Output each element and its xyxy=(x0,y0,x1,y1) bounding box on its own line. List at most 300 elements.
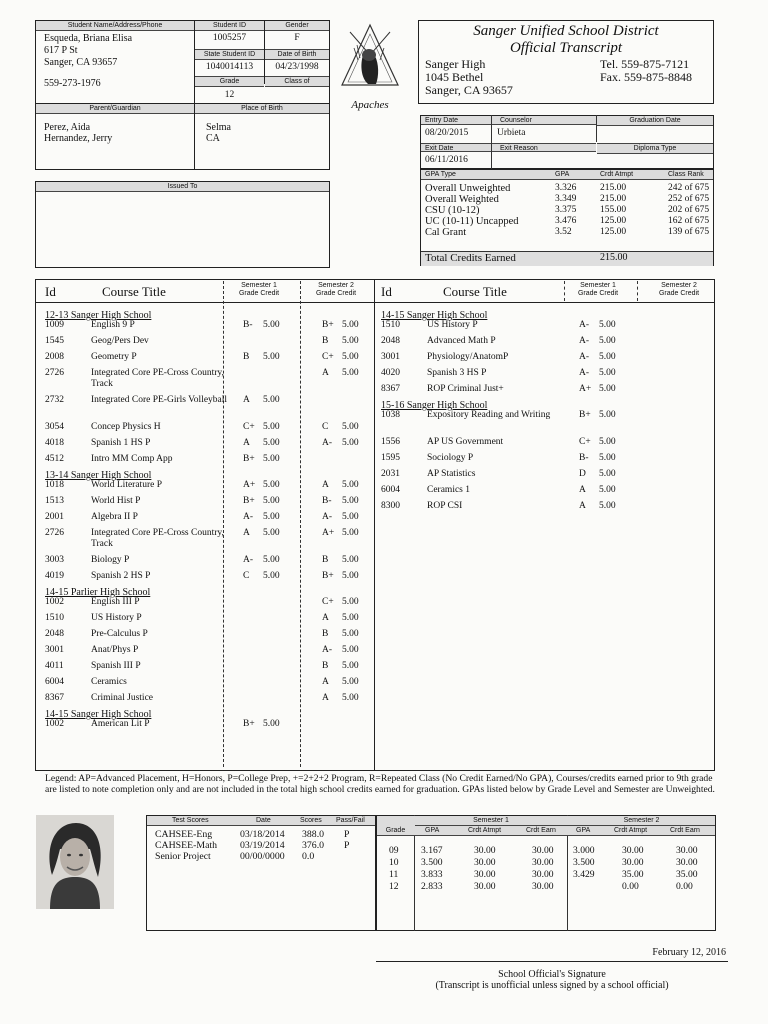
course-id: 2732 xyxy=(45,395,64,405)
course-id: 2048 xyxy=(381,336,400,346)
course-id: 8367 xyxy=(381,384,400,394)
sem2-credit: 5.00 xyxy=(342,368,359,378)
s2-atmpt-header: Crdt Atmpt xyxy=(614,827,648,834)
left-course-list xyxy=(45,310,370,760)
signature-label: School Official's Signature xyxy=(498,969,606,980)
grade-gpa-cell: 0.00 xyxy=(622,881,639,892)
grade-gpa-cell: 3.000 xyxy=(573,845,595,856)
course-title: World Hist P xyxy=(91,496,141,506)
sem2-grade: A xyxy=(322,613,329,623)
sem2-grade: B xyxy=(322,629,329,639)
sem2-credit: 5.00 xyxy=(342,352,359,362)
test-cell: P xyxy=(344,829,350,840)
school-name: Sanger High xyxy=(425,57,486,71)
school-heading: 14-15 Sanger High School xyxy=(45,709,152,720)
grade-gpa-cell: 12 xyxy=(389,881,399,892)
ssid-header: State Student ID xyxy=(195,49,264,60)
sem2-credit: 5.00 xyxy=(342,645,359,655)
sem2-credit: 5.00 xyxy=(342,480,359,490)
gpa-cell: 155.00 xyxy=(600,205,627,215)
course-title: Ceramics 1 xyxy=(427,485,471,495)
course-title: English III P xyxy=(91,597,140,607)
course-title: US History P xyxy=(91,613,142,623)
school-street: 1045 Bethel xyxy=(425,70,484,84)
sem1-grade: A xyxy=(579,485,586,495)
diploma-header: Diploma Type xyxy=(597,143,713,154)
left-id-header: Id xyxy=(45,284,56,299)
school-city: Sanger, CA 93657 xyxy=(425,83,513,97)
sem1-grade: A+ xyxy=(579,384,592,394)
parent-header: Parent/Guardian xyxy=(36,104,194,114)
pob2: CA xyxy=(206,133,220,144)
course-id: 8300 xyxy=(381,501,400,511)
course-title: Criminal Justice xyxy=(91,693,154,703)
sem1-credit: 5.00 xyxy=(599,485,616,495)
sem1-credit: 5.00 xyxy=(263,496,280,506)
district-title: Sanger Unified School District xyxy=(473,23,659,39)
test-cell: CAHSEE-Eng xyxy=(155,829,213,840)
sem1-credit: 5.00 xyxy=(263,352,280,362)
sem1-grade: C+ xyxy=(579,437,591,447)
course-table-center-line xyxy=(374,279,375,771)
course-title: Integrated Core PE-Cross Country, Track xyxy=(91,368,224,389)
course-id: 1510 xyxy=(45,613,64,623)
course-id: 2726 xyxy=(45,368,64,378)
test-cell: P xyxy=(344,840,350,851)
sem1-grade: A- xyxy=(243,555,254,565)
gpa-cell: Overall Weighted xyxy=(425,194,499,205)
sem1-grade: B+ xyxy=(243,454,255,464)
gpa-cell: 3.349 xyxy=(555,194,577,204)
grade-sem2-header: Semester 2 xyxy=(623,817,660,824)
course-id: 1513 xyxy=(45,496,64,506)
sem1-grade: B+ xyxy=(243,719,255,729)
test-cell: Senior Project xyxy=(155,851,211,862)
right-sem1-sub: Grade Credit xyxy=(577,290,619,297)
course-title: ROP Criminal Just+ xyxy=(427,384,504,394)
sem1-credit: 5.00 xyxy=(599,352,616,362)
grade-value: 12 xyxy=(224,90,235,100)
total-credits-value: 215.00 xyxy=(600,252,628,263)
course-title: Integrated Core PE-Girls Volleyball xyxy=(91,395,228,405)
course-id: 1002 xyxy=(45,719,64,729)
gpa-cell: 215.00 xyxy=(600,183,627,193)
exit-date-header: Exit Date xyxy=(421,143,491,152)
course-title: English 9 P xyxy=(91,320,135,330)
course-title: AP US Government xyxy=(427,437,504,447)
sem2-grade: A+ xyxy=(322,528,335,538)
gpa-cell: 125.00 xyxy=(600,216,627,226)
s2-gpa-header: GPA xyxy=(576,827,591,834)
sem1-grade: A- xyxy=(579,352,590,362)
course-title: Sociology P xyxy=(427,453,474,463)
course-title: Advanced Math P xyxy=(427,336,496,346)
course-title: Pre-Calculus P xyxy=(91,629,148,639)
grade-gpa-cell: 30.00 xyxy=(532,881,554,892)
grade-header: Grade xyxy=(195,76,264,87)
enroll-vline1 xyxy=(491,115,492,169)
grade-gpa-cell: 3.500 xyxy=(421,857,443,868)
course-id: 3001 xyxy=(45,645,64,655)
course-title: Geog/Pers Dev xyxy=(91,336,149,346)
sem2-credit: 5.00 xyxy=(342,422,359,432)
grade-gpa-cell: 30.00 xyxy=(474,857,496,868)
sem2-grade: B xyxy=(322,336,329,346)
sem2-credit: 5.00 xyxy=(342,496,359,506)
course-id: 6004 xyxy=(45,677,64,687)
entry-date-header: Entry Date xyxy=(421,116,491,125)
course-id: 3003 xyxy=(45,555,64,565)
course-id: 2726 xyxy=(45,528,64,538)
sem1-grade: A xyxy=(243,395,250,405)
sem2-grade: C+ xyxy=(322,352,334,362)
grade-gpa-cell: 30.00 xyxy=(474,845,496,856)
exit-reason-header: Exit Reason xyxy=(492,143,596,152)
sem1-credit: 5.00 xyxy=(263,454,280,464)
left-sem2-header xyxy=(305,282,367,298)
sem2-credit: 5.00 xyxy=(342,571,359,581)
grade-gpa-cell: 30.00 xyxy=(532,869,554,880)
gpa-rank-header: Class Rank xyxy=(668,171,704,178)
sem1-credit: 5.00 xyxy=(263,480,280,490)
course-id: 4512 xyxy=(45,454,64,464)
sem1-grade: A+ xyxy=(243,480,256,490)
sem2-grade: A- xyxy=(322,438,333,448)
transcript-title: Official Transcript xyxy=(509,40,623,56)
sem1-credit: 5.00 xyxy=(263,320,280,330)
course-id: 6004 xyxy=(381,485,400,495)
student-address2: Sanger, CA 93657 xyxy=(44,57,118,68)
course-id: 2048 xyxy=(45,629,64,639)
gpa-cell: 3.476 xyxy=(555,216,577,226)
sem2-credit: 5.00 xyxy=(342,320,359,330)
sem1-grade: A- xyxy=(243,512,254,522)
course-title: Intro MM Comp App xyxy=(91,454,173,464)
grade-gpa-cell: 30.00 xyxy=(622,845,644,856)
gpa-cell: 3.52 xyxy=(555,227,572,237)
school-tel: Tel. 559-875-7121 xyxy=(600,57,690,71)
sem1-credit: 5.00 xyxy=(599,368,616,378)
sem1-credit: 5.00 xyxy=(263,422,280,432)
sem2-grade: B- xyxy=(322,496,332,506)
grade-gpa-cell: 3.429 xyxy=(573,869,595,880)
right-course-list xyxy=(381,310,711,760)
test-cell: 03/19/2014 xyxy=(240,840,285,851)
right-sem1-header xyxy=(567,282,629,298)
sem2-credit: 5.00 xyxy=(342,613,359,623)
pob-header: Place of Birth xyxy=(195,104,329,114)
student-photo xyxy=(36,815,114,909)
right-sem2-label: Semester 2 xyxy=(661,282,697,289)
sem2-credit: 5.00 xyxy=(342,597,359,607)
sem2-grade: C xyxy=(322,422,329,432)
sem2-credit: 5.00 xyxy=(342,512,359,522)
s2-earn-header: Crdt Earn xyxy=(670,827,700,834)
grade-sem1-header: Semester 1 xyxy=(473,817,509,824)
sem1-grade: B- xyxy=(243,320,253,330)
right-sem1-label: Semester 1 xyxy=(580,282,616,289)
sem2-grade: A- xyxy=(322,512,333,522)
enroll-vline2 xyxy=(596,115,597,142)
grade-gpa-cell: 2.833 xyxy=(421,881,443,892)
gpa-value-header: GPA xyxy=(555,171,570,178)
course-title: Expository Reading and Writing xyxy=(427,410,551,420)
right-sem1-divider xyxy=(564,281,565,301)
gpa-credit-header: Crdt Atmpt xyxy=(600,171,634,178)
sem1-credit: 5.00 xyxy=(599,336,616,346)
signature-note: (Transcript is unofficial unless signed by a school official) xyxy=(435,980,669,991)
student-id-value: 1005257 xyxy=(212,33,247,43)
logo-text: Apaches xyxy=(351,99,389,111)
sem2-grade: A xyxy=(322,693,329,703)
course-id: 1595 xyxy=(381,453,400,463)
school-heading: 14-15 Sanger High School xyxy=(381,310,488,321)
gpa-type-header: GPA Type xyxy=(425,171,456,178)
course-id: 8367 xyxy=(45,693,64,703)
course-title: AP Statistics xyxy=(427,469,476,479)
counselor-name: Urbieta xyxy=(497,128,526,138)
exit-date: 06/11/2016 xyxy=(425,155,468,165)
school-heading: 13-14 Sanger High School xyxy=(45,470,152,481)
gpa-cell: 162 of 675 xyxy=(668,216,710,226)
test-cell: 00/00/0000 xyxy=(240,851,285,862)
right-sem2-sub: Grade Credit xyxy=(658,290,700,297)
sem1-credit: 5.00 xyxy=(599,384,616,394)
student-name: Esqueda, Briana Elisa xyxy=(44,33,133,44)
gender-header: Gender xyxy=(265,21,329,31)
course-id: 4011 xyxy=(45,661,64,671)
sem2-grade: B+ xyxy=(322,571,334,581)
sem2-grade: C+ xyxy=(322,597,334,607)
grade-gpa-cell: 10 xyxy=(389,857,399,868)
course-title: Ceramics xyxy=(91,677,127,687)
test-score-header: Scores xyxy=(300,817,322,824)
course-title: Spanish III P xyxy=(91,661,141,671)
test-date-header: Date xyxy=(256,817,271,824)
dob-value: 04/23/1998 xyxy=(275,62,319,72)
sem2-credit: 5.00 xyxy=(342,528,359,538)
class-of-header: Class of xyxy=(265,76,329,87)
left-sem1-sub: Grade Credit xyxy=(238,290,280,297)
sem2-credit: 5.00 xyxy=(342,677,359,687)
sem2-credit: 5.00 xyxy=(342,693,359,703)
right-sem2-header xyxy=(648,282,710,298)
sem1-credit: 5.00 xyxy=(599,437,616,447)
sem1-grade: A xyxy=(579,501,586,511)
grade-gpa-cell: 30.00 xyxy=(622,857,644,868)
sem1-grade: A- xyxy=(579,336,590,346)
signature-date: February 12, 2016 xyxy=(652,947,726,958)
sem1-credit: 5.00 xyxy=(599,469,616,479)
course-title: Physiology/AnatomP xyxy=(427,352,509,362)
issued-to-box xyxy=(35,181,330,268)
test-cell: 376.0 xyxy=(302,840,325,851)
sem2-grade: A xyxy=(322,368,329,378)
gpa-cell: CSU (10-12) xyxy=(425,205,480,216)
sem1-credit: 5.00 xyxy=(263,528,280,538)
grade-col-header: Grade xyxy=(385,827,406,834)
course-id: 1018 xyxy=(45,480,64,490)
course-id: 3054 xyxy=(45,422,64,432)
school-heading: 14-15 Parlier High School xyxy=(45,587,151,598)
student-id-header: Student ID xyxy=(195,21,264,31)
gpa-cell: 252 of 675 xyxy=(668,194,710,204)
course-title: World Literature P xyxy=(91,480,162,490)
course-title: Geometry P xyxy=(91,352,137,362)
sem2-credit: 5.00 xyxy=(342,438,359,448)
grade-gpa-cell: 3.167 xyxy=(421,845,443,856)
sem1-credit: 5.00 xyxy=(599,453,616,463)
school-heading: 12-13 Sanger High School xyxy=(45,310,152,321)
sem1-grade: D xyxy=(579,469,586,479)
sem2-grade: B xyxy=(322,661,329,671)
gpa-cell: UC (10-11) Uncapped xyxy=(425,216,519,227)
dob-header: Date of Birth xyxy=(265,49,329,60)
sem1-credit: 5.00 xyxy=(263,555,280,565)
grade-gpa-cell: 35.00 xyxy=(622,869,644,880)
course-title: Spanish 2 HS P xyxy=(91,571,151,581)
school-heading: 15-16 Sanger High School xyxy=(381,400,488,411)
student-phone: 559-273-1976 xyxy=(44,78,101,89)
sem2-grade: A xyxy=(322,677,329,687)
s1-atmpt-header: Crdt Atmpt xyxy=(468,827,502,834)
ssid-value: 1040014113 xyxy=(205,62,254,72)
left-sem1-header xyxy=(228,282,290,298)
course-id: 2008 xyxy=(45,352,64,362)
sem1-grade: B+ xyxy=(243,496,255,506)
sem1-credit: 5.00 xyxy=(263,438,280,448)
course-title: Algebra II P xyxy=(91,512,138,522)
grade-gpa-cell: 0.00 xyxy=(676,881,693,892)
parent1: Perez, Aida xyxy=(44,122,91,133)
sem2-credit: 5.00 xyxy=(342,555,359,565)
gpa-cell: 3.326 xyxy=(555,183,577,193)
course-id: 4019 xyxy=(45,571,64,581)
total-credits-label: Total Credits Earned xyxy=(425,252,516,264)
grade-gpa-cell: 09 xyxy=(389,845,399,856)
course-title: Concep Physics H xyxy=(91,422,161,432)
course-id: 2031 xyxy=(381,469,400,479)
school-fax: Fax. 559-875-8848 xyxy=(600,70,692,84)
s1-gpa-header: GPA xyxy=(425,827,440,834)
sem2-grade: B+ xyxy=(322,320,334,330)
test-name-header: Test Scores xyxy=(172,817,209,824)
sem1-grade: A- xyxy=(579,320,590,330)
sem2-credit: 5.00 xyxy=(342,336,359,346)
grade-gpa-cell: 30.00 xyxy=(532,857,554,868)
right-id-header: Id xyxy=(381,284,392,299)
right-sem2-divider xyxy=(637,281,638,301)
sem1-credit: 5.00 xyxy=(263,512,280,522)
test-cell: 03/18/2014 xyxy=(240,829,285,840)
test-cell: CAHSEE-Math xyxy=(155,840,218,851)
grade-gpa-cell: 11 xyxy=(389,869,399,880)
sem1-grade: A xyxy=(243,528,250,538)
course-title: American Lit P xyxy=(91,719,150,729)
issued-to-header: Issued To xyxy=(36,182,329,192)
sem1-credit: 5.00 xyxy=(599,320,616,330)
legend-text: Legend: AP=Advanced Placement, H=Honors, P=College Prep, +=2+2+2 Program, R=Repeated Class (No Credit Earned/No GPA), Courses/credits earned prior to 9th grade are listed to note completion only and are not included in the total high school credits earned for graduation. GPAs listed below by Grade Level and Semester are Unweighted. xyxy=(45,773,715,795)
sem1-credit: 5.00 xyxy=(263,395,280,405)
sem2-grade: B xyxy=(322,555,329,565)
parent2: Hernandez, Jerry xyxy=(44,133,113,144)
name-header: Student Name/Address/Phone xyxy=(36,21,194,31)
test-cell: 388.0 xyxy=(302,829,325,840)
test-cell: 0.0 xyxy=(302,851,315,862)
test-pass-header: Pass/Fail xyxy=(336,817,365,824)
course-title: Anat/Phys P xyxy=(91,645,139,655)
course-id: 1038 xyxy=(381,410,400,420)
course-title: Spanish 1 HS P xyxy=(91,438,151,448)
course-title: Integrated Core PE-Cross Country, Track xyxy=(91,528,224,549)
s1-earn-header: Crdt Earn xyxy=(526,827,556,834)
left-sem1-label: Semester 1 xyxy=(241,282,277,289)
sem2-credit: 5.00 xyxy=(342,661,359,671)
gpa-cell: 3.375 xyxy=(555,205,577,215)
course-id: 1002 xyxy=(45,597,64,607)
grade-gpa-cell: 30.00 xyxy=(474,869,496,880)
sem1-credit: 5.00 xyxy=(599,501,616,511)
grad-date-header: Graduation Date xyxy=(597,116,713,126)
course-title: ROP CSI xyxy=(427,501,463,511)
sem2-grade: A- xyxy=(322,645,333,655)
student-address1: 617 P St xyxy=(44,45,78,56)
sem1-credit: 5.00 xyxy=(263,719,280,729)
course-title: US History P xyxy=(427,320,478,330)
sem1-grade: B+ xyxy=(579,410,591,420)
grade-gpa-cell: 30.00 xyxy=(676,845,698,856)
grade-gpa-cell: 30.00 xyxy=(474,881,496,892)
left-sem2-label: Semester 2 xyxy=(318,282,354,289)
gpa-cell: 125.00 xyxy=(600,227,627,237)
course-title: Spanish 3 HS P xyxy=(427,368,487,378)
course-id: 1510 xyxy=(381,320,400,330)
sem2-grade: A xyxy=(322,480,329,490)
sem1-grade: A- xyxy=(579,368,590,378)
gpa-cell: 215.00 xyxy=(600,194,627,204)
grade-gpa-cell: 3.500 xyxy=(573,857,595,868)
pob1: Selma xyxy=(206,122,231,133)
entry-date: 08/20/2015 xyxy=(425,128,469,138)
gpa-cell: 202 of 675 xyxy=(668,205,710,215)
gpa-cell: 139 of 675 xyxy=(668,227,710,237)
sem1-grade: C xyxy=(243,571,250,581)
left-title-header: Course Title xyxy=(102,284,166,299)
course-table-header-line xyxy=(35,302,715,303)
sem1-grade: C+ xyxy=(243,422,255,432)
sem2-credit: 5.00 xyxy=(342,629,359,639)
sem1-grade: B- xyxy=(579,453,589,463)
right-title-header: Course Title xyxy=(443,284,507,299)
counselor-header: Counselor xyxy=(492,116,596,125)
sem1-grade: B xyxy=(243,352,250,362)
left-sem2-sub: Grade Credit xyxy=(315,290,357,297)
gpa-cell: Overall Unweighted xyxy=(425,183,511,194)
course-id: 4018 xyxy=(45,438,64,448)
signature-line xyxy=(376,961,728,962)
course-id: 2001 xyxy=(45,512,64,522)
course-title: Biology P xyxy=(91,555,130,565)
sem1-credit: 5.00 xyxy=(599,410,616,420)
grade-gpa-cell: 30.00 xyxy=(676,857,698,868)
gpa-cell: 242 of 675 xyxy=(668,183,710,193)
course-id: 4020 xyxy=(381,368,400,378)
grade-gpa-cell: 30.00 xyxy=(532,845,554,856)
grade-gpa-cell: 3.833 xyxy=(421,869,443,880)
grade-gpa-cell: 35.00 xyxy=(676,869,698,880)
sem1-credit: 5.00 xyxy=(263,571,280,581)
course-id: 1556 xyxy=(381,437,400,447)
